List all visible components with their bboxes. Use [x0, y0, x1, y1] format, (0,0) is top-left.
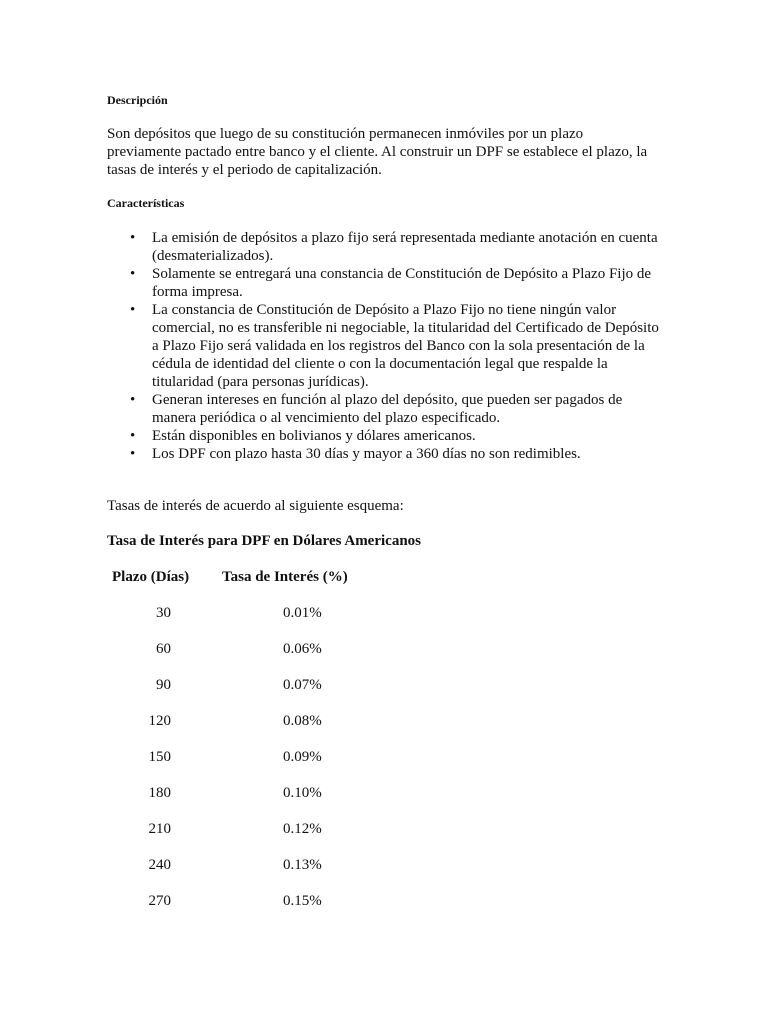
table-row [0, 820, 768, 838]
heading-caracteristicas: Características [107, 196, 185, 210]
list-item-line: Están disponibles en bolivianos y dólares americanos. [152, 428, 476, 444]
row-plazo: 120 [148, 713, 171, 729]
table-row [0, 604, 768, 622]
list-item-line: a Plazo Fijo será validada en los registros del Banco con la sola presentación de la [152, 338, 645, 354]
list-item [107, 427, 667, 445]
table-row [0, 640, 768, 658]
table-row [0, 712, 768, 730]
list-item-line: manera periódica o al vencimiento del plazo especificado. [152, 410, 501, 426]
list-item-line: La emisión de depósitos a plazo fijo será representada mediante anotación en cuenta [152, 230, 658, 246]
row-tasa: 0.06% [283, 641, 322, 657]
list-item-line: Generan intereses en función al plazo del depósito, que pueden ser pagados de [152, 392, 623, 408]
row-tasa: 0.08% [283, 713, 322, 729]
description-line: previamente pactado entre banco y el cliente. Al construir un DPF se establece el plazo, la [107, 144, 648, 160]
list-item-line: (desmaterializados). [152, 248, 274, 264]
row-plazo: 240 [148, 857, 171, 873]
table-row [0, 784, 768, 802]
list-item [107, 445, 667, 463]
heading-descripcion: Descripción [107, 93, 168, 107]
bullet-icon: • [130, 428, 136, 444]
list-item [107, 229, 667, 265]
row-plazo: 180 [148, 785, 171, 801]
list-item-line: forma impresa. [152, 284, 243, 300]
row-tasa: 0.12% [283, 821, 322, 837]
list-item-line: titularidad (para personas jurídicas). [152, 374, 369, 390]
column-header-tasa: Tasa de Interés (%) [222, 569, 348, 585]
column-header-plazo: Plazo (Días) [112, 569, 190, 585]
list-item-line: Los DPF con plazo hasta 30 días y mayor a 360 días no son redimibles. [152, 446, 581, 462]
table-row [0, 892, 768, 910]
rate-table-title: Tasa de Interés para DPF en Dólares Americanos [107, 533, 422, 549]
row-tasa: 0.15% [283, 893, 322, 909]
list-item-line: Solamente se entregará una constancia de Constitución de Depósito a Plazo Fijo de [152, 266, 652, 282]
list-item-line: La constancia de Constitución de Depósito a Plazo Fijo no tiene ningún valor [152, 302, 617, 318]
description-line: Son depósitos que luego de su constitución permanecen inmóviles por un plazo [107, 126, 584, 142]
rates-intro-text: Tasas de interés de acuerdo al siguiente esquema: [107, 498, 404, 514]
description-paragraph [107, 125, 667, 179]
row-tasa: 0.01% [283, 605, 322, 621]
row-plazo: 60 [156, 641, 171, 657]
row-plazo: 150 [148, 749, 171, 765]
bullet-icon: • [130, 446, 136, 462]
list-item-line: comercial, no es transferible ni negociable, la titularidad del Certificado de Depósito [152, 320, 659, 336]
characteristics-list [107, 229, 667, 463]
bullet-icon: • [130, 266, 136, 282]
row-plazo: 270 [148, 893, 171, 909]
row-plazo: 90 [156, 677, 171, 693]
row-plazo: 30 [156, 605, 171, 621]
row-tasa: 0.13% [283, 857, 322, 873]
description-line: tasas de interés y el periodo de capitalización. [107, 162, 382, 178]
list-item [107, 391, 667, 427]
row-tasa: 0.10% [283, 785, 322, 801]
list-item-line: cédula de identidad del cliente o con la documentación legal que respalde la [152, 356, 608, 372]
row-plazo: 210 [148, 821, 171, 837]
row-tasa: 0.09% [283, 749, 322, 765]
table-row [0, 748, 768, 766]
row-tasa: 0.07% [283, 677, 322, 693]
list-item [107, 301, 667, 391]
bullet-icon: • [130, 392, 136, 408]
list-item [107, 265, 667, 301]
table-row [0, 856, 768, 874]
bullet-icon: • [130, 230, 136, 246]
bullet-icon: • [130, 302, 136, 318]
table-row [0, 676, 768, 694]
